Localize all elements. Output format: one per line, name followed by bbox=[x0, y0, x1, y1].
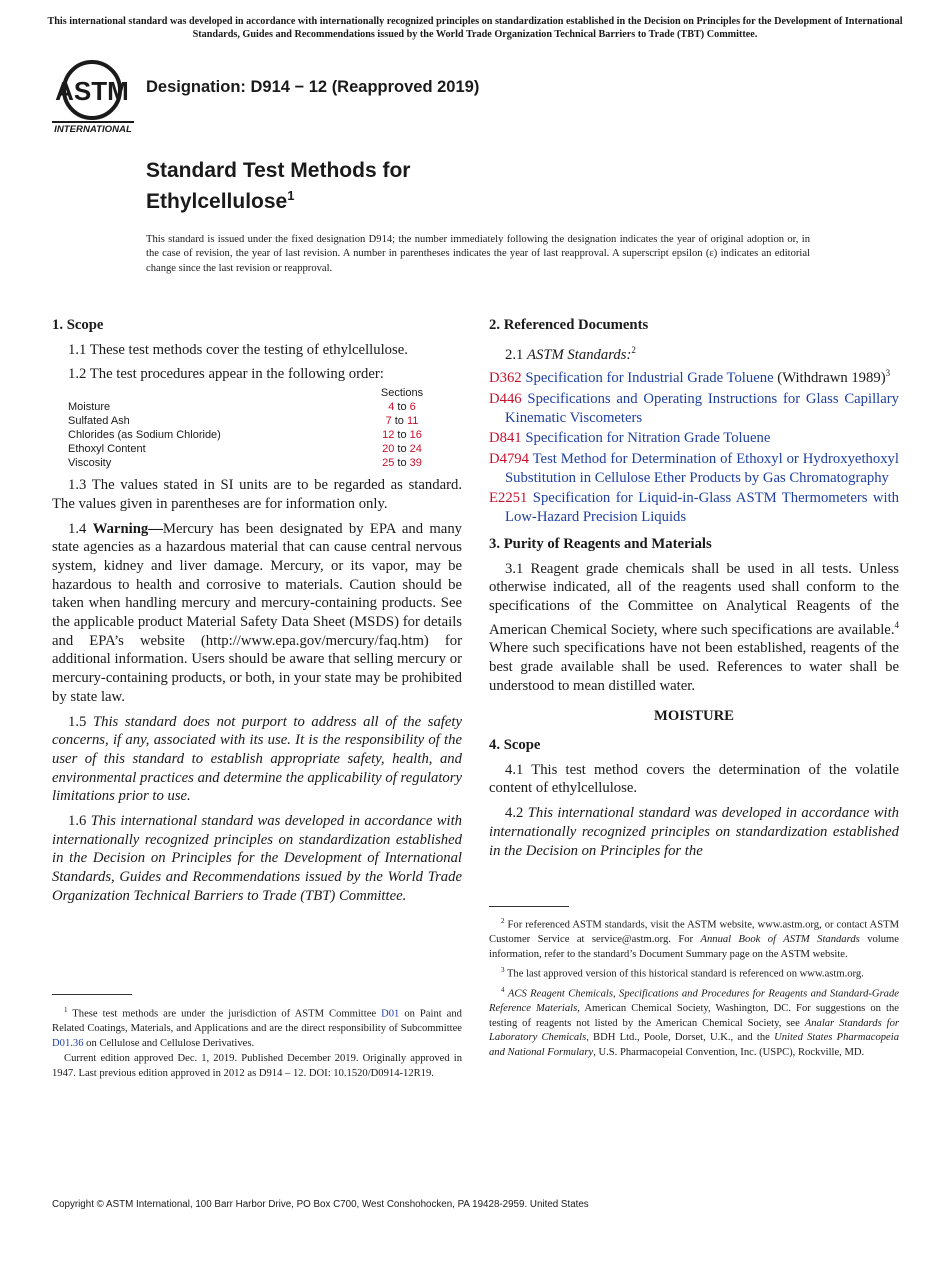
moisture-heading: MOISTURE bbox=[654, 708, 734, 725]
title-line-2: Ethylcellulose$^1$ bbox=[146, 188, 295, 213]
order-row: Ethoxyl Content 20 to 24 bbox=[68, 443, 422, 456]
order-table-header: Sections bbox=[380, 387, 424, 400]
top-notice: This international standard was developed in accordance with internationally recognized principles on standardization established in the Decision on Principles for the Development of International Standards, Guides and Recommendations issued by the World Trade Organization Technical Barriers to Trade (TBT) Committee. bbox=[47, 16, 903, 40]
order-table bbox=[68, 386, 432, 470]
para-4-2: 4.2 This international standard was developed in accordance with internationally recognized principles on standardization established in the Decision on Principles for the bbox=[489, 805, 899, 859]
order-row: Sulfated Ash 7 to 11 bbox=[68, 415, 419, 428]
footnote-rule bbox=[52, 994, 132, 995]
footnote-3: $^3$ The last approved version of this historical standard is referenced on www.astm.org. bbox=[501, 966, 864, 980]
order-row: Chlorides (as Sodium Chloride) 12 to 16 bbox=[68, 429, 422, 442]
para-1-4: 1.4 Warning—Mercury has been designated by EPA and many state agencies as a hazardous material that can cause central nervous system, kidney and liver damage. Mercury, or its vapor, may be hazardous to health and corrosive to materials. Caution should be taken when handling mercury and mercury-containing products. See the applicable product Material Safety Data Sheet (MSDS) for details and EPA’s website (http://www.epa.gov/mercury/faq.htm) for additional information. Users should be aware that selling mercury or mercury-containing products, or both, in your state may be prohibited by state law. bbox=[52, 520, 463, 705]
title-line-1: Standard Test Methods for bbox=[146, 159, 411, 182]
issued-note: This standard is issued under the fixed designation D914; the number immediately following the designation indicates the year of original adoption or, in the case of revision, the year of last revision. A number in parentheses indicates the year of last reapproval. A superscript epsilon (ε) indicates an editorial change since the last revision or reapproval. bbox=[146, 234, 810, 274]
para-4-1: 4.1 This test method covers the determination of the volatile content of ethylcellulose. bbox=[489, 761, 899, 797]
section-4-heading: 4. Scope bbox=[489, 737, 541, 754]
order-row: Viscosity 25 to 39 bbox=[68, 457, 422, 470]
para-1-1: 1.1 These test methods cover the testing of ethylcellulose. bbox=[68, 341, 408, 358]
footnote-rule bbox=[489, 906, 569, 907]
footnote-1-edition: Current edition approved Dec. 1, 2019. Published December 2019. Originally approved in 1947. Last previous edition approved in 2012 as D914 – 12. DOI: 10.1520/D0914-12R19. bbox=[52, 1053, 462, 1079]
para-2-1: 2.1 ASTM Standards:$^2$ bbox=[505, 344, 636, 363]
footnote-4: $^4$ ACS Reagent Chemicals, Specifications and Procedures for Reagents and Standard-Grade Reference Materials, American Chemical Society, Washington, DC. For suggestions on the testing of reagents not listed by the American Chemical Society, see Analar Standards for Laboratory Chemicals, BDH Ltd., Poole, Dorset, U.K., and the United States Pharmacopeia and National Formulary, U.S. Pharmacopeial Convention, Inc. (USPC), Rockville, MD. bbox=[489, 986, 900, 1058]
link-d01[interactable]: D01 bbox=[381, 1008, 400, 1020]
designation: Designation: D914 − 12 (Reapproved 2019) bbox=[146, 78, 480, 96]
section-3-heading: 3. Purity of Reagents and Materials bbox=[489, 535, 712, 552]
astm-logo bbox=[50, 58, 140, 138]
ref-item[interactable]: D362 Specification for Industrial Grade Toluene (Withdrawn 1989)$^3$ bbox=[489, 368, 891, 387]
para-1-2: 1.2 The test procedures appear in the following order: bbox=[68, 366, 384, 383]
section-2-heading: 2. Referenced Documents bbox=[489, 317, 649, 333]
footnote-1: $^1$ These test methods are under the jurisdiction of ASTM Committee D01 on Paint and Related Coatings, Materials, and Applications and are the direct responsibility of Subcommittee D01.36 on Cellulose and Cellulose Derivatives. bbox=[52, 1006, 462, 1049]
para-1-3: 1.3 The values stated in SI units are to be regarded as standard. The values given in parentheses are for information only. bbox=[52, 477, 462, 512]
right-column bbox=[489, 316, 899, 866]
left-footnotes bbox=[52, 1003, 462, 1082]
link-d01-36[interactable]: D01.36 bbox=[52, 1037, 84, 1049]
ref-item[interactable]: E2251 Specification for Liquid-in-Glass ASTM Thermometers with Low-Hazard Precision Liquids bbox=[489, 490, 899, 526]
para-1-6: 1.6 This international standard was developed in accordance with internationally recognized principles on standardization established in the Decision on Principles for the Development of International Standards, Guides and Recommendations issued by the World Trade Organization Technical Barriers to Trade (TBT) Committee. bbox=[52, 813, 462, 904]
section-1-heading: 1. Scope bbox=[52, 317, 104, 333]
order-row: Moisture 4 to 6 bbox=[68, 401, 416, 414]
para-3-1: 3.1 Reagent grade chemicals shall be used in all tests. Unless otherwise indicated, all of the reagents used shall conform to the specifications of the Committee on Analytical Reagents of the American Chemical Society, where such specifications are available.$^4$ Where such specifications have not been established, reagents of the best grade available shall be used. References to water shall be understood to mean distilled water. bbox=[489, 560, 899, 694]
copyright: Copyright © ASTM International, 100 Barr Harbor Drive, PO Box C700, West Conshohocken, PA 19428-2959. United States bbox=[52, 1199, 589, 1210]
logo-text: INTERNATIONAL bbox=[54, 124, 132, 135]
right-footnotes bbox=[489, 914, 899, 1061]
logo-mark: ASTM bbox=[55, 76, 129, 106]
footnote-2: $^2$ For referenced ASTM standards, visit the ASTM website, www.astm.org, or contact ASTM Customer Service at service@astm.org. For Annual Book of ASTM Standards volume information, refer to the standard’s Document Summary page on the ASTM website. bbox=[489, 917, 899, 960]
ref-item[interactable]: D841 Specification for Nitration Grade Toluene bbox=[489, 430, 771, 447]
ref-item[interactable]: D4794 Test Method for Determination of Ethoxyl or Hydroxyethoxyl Substitution in Cellulose Ether Products by Gas Chromatography bbox=[489, 451, 899, 486]
ref-item[interactable]: D446 Specifications and Operating Instructions for Glass Capillary Kinematic Viscometers bbox=[489, 390, 899, 426]
para-1-5: 1.5 This standard does not purport to address all of the safety concerns, if any, associated with its use. It is the responsibility of the user of this standard to establish appropriate safety, health, and environmental practices and determine the applicability of regulatory limitations prior to use. bbox=[52, 713, 462, 805]
left-column bbox=[52, 316, 462, 912]
page-title bbox=[146, 158, 410, 214]
